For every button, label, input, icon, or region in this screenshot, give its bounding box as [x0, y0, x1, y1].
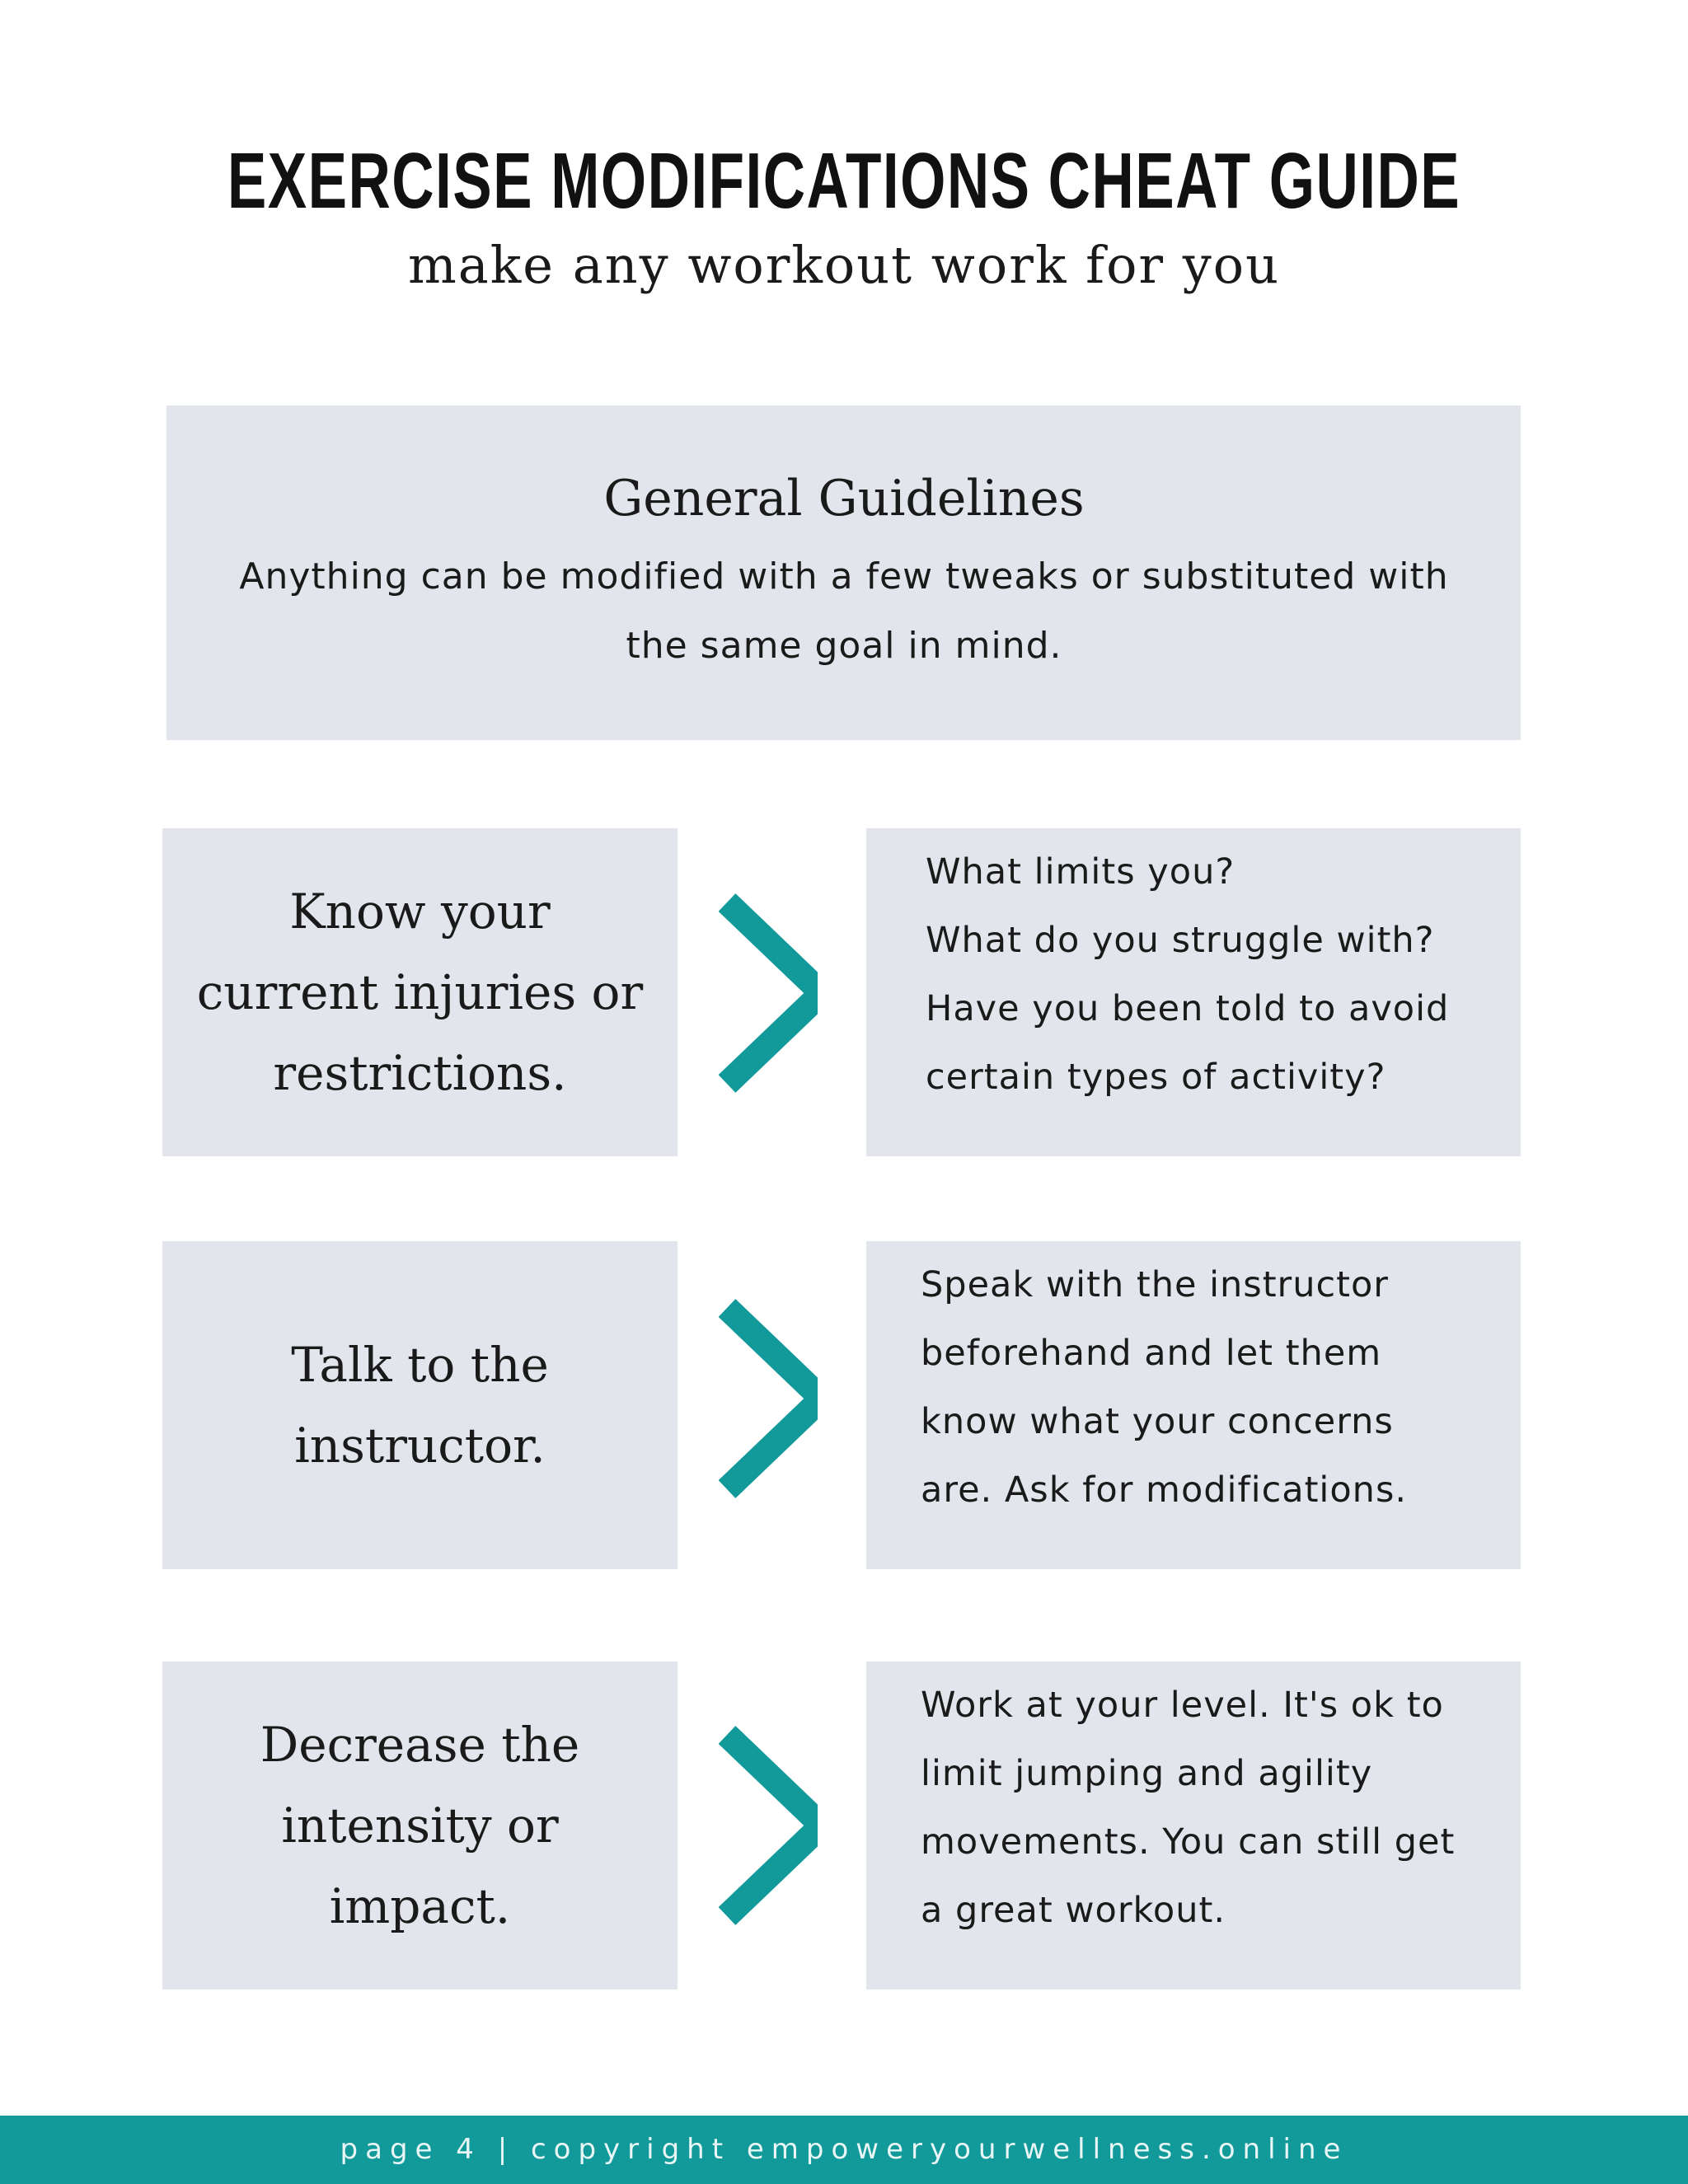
tip-detail-box-instructor: [866, 1241, 1521, 1569]
tip-heading: [181, 1704, 659, 1947]
page-title: EXERCISE MODIFICATIONS CHEAT GUIDE: [227, 137, 1461, 225]
tip-detail-line: a great workout.: [921, 1890, 1226, 1931]
tip-detail-line: Work at your level. It's ok to: [921, 1685, 1444, 1726]
page-subtitle: make any workout work for you: [407, 235, 1281, 295]
tip-heading-line: Know your: [289, 883, 551, 940]
chevron-right-icon: [719, 1718, 818, 1933]
tip-detail-line: beforehand and let them: [921, 1333, 1382, 1374]
tip-heading: [181, 1324, 659, 1486]
footer-copyright: page 4 | copyright empoweryourwellness.online: [340, 2133, 1348, 2166]
tip-heading-line: current injuries or: [196, 964, 644, 1020]
tip-detail-box-injuries: [866, 828, 1521, 1156]
tip-box-instructor: [162, 1241, 678, 1569]
tip-box-injuries: [162, 828, 678, 1156]
tip-detail-text: [926, 838, 1511, 1112]
tip-detail-line: certain types of activity?: [926, 1057, 1386, 1098]
chevron-right-icon: [719, 1291, 818, 1506]
general-guidelines-text: Anything can be modified with a few tweaks or substituted with the same goal in mind.: [239, 555, 1449, 667]
tip-box-intensity: [162, 1661, 678, 1990]
tip-detail-text: [921, 1251, 1506, 1525]
tip-heading-line: Talk to the: [291, 1337, 549, 1393]
tip-heading-line: instructor.: [294, 1418, 546, 1474]
general-guidelines-heading: General Guidelines: [603, 470, 1085, 527]
tip-detail-line: What do you struggle with?: [926, 920, 1435, 961]
tip-detail-line: Speak with the instructor: [921, 1264, 1389, 1305]
tip-detail-line: limit jumping and agility: [921, 1753, 1373, 1794]
tip-detail-text: [921, 1671, 1506, 1945]
chevron-right-icon: [719, 886, 818, 1100]
tip-detail-box-intensity: [866, 1661, 1521, 1990]
tip-heading-line: restrictions.: [273, 1045, 567, 1101]
footer-bar: [0, 2116, 1688, 2184]
tip-detail-line: Have you been told to avoid: [926, 988, 1450, 1029]
tip-detail-line: know what your concerns: [921, 1401, 1394, 1442]
tip-heading-line: intensity or: [281, 1797, 559, 1854]
tip-detail-line: What limits you?: [926, 851, 1236, 893]
tip-detail-line: are. Ask for modifications.: [921, 1469, 1408, 1511]
tip-heading-line: impact.: [329, 1878, 511, 1934]
tip-detail-line: movements. You can still get: [921, 1821, 1456, 1863]
tip-heading: [181, 871, 659, 1113]
tip-heading-line: Decrease the: [260, 1717, 580, 1773]
